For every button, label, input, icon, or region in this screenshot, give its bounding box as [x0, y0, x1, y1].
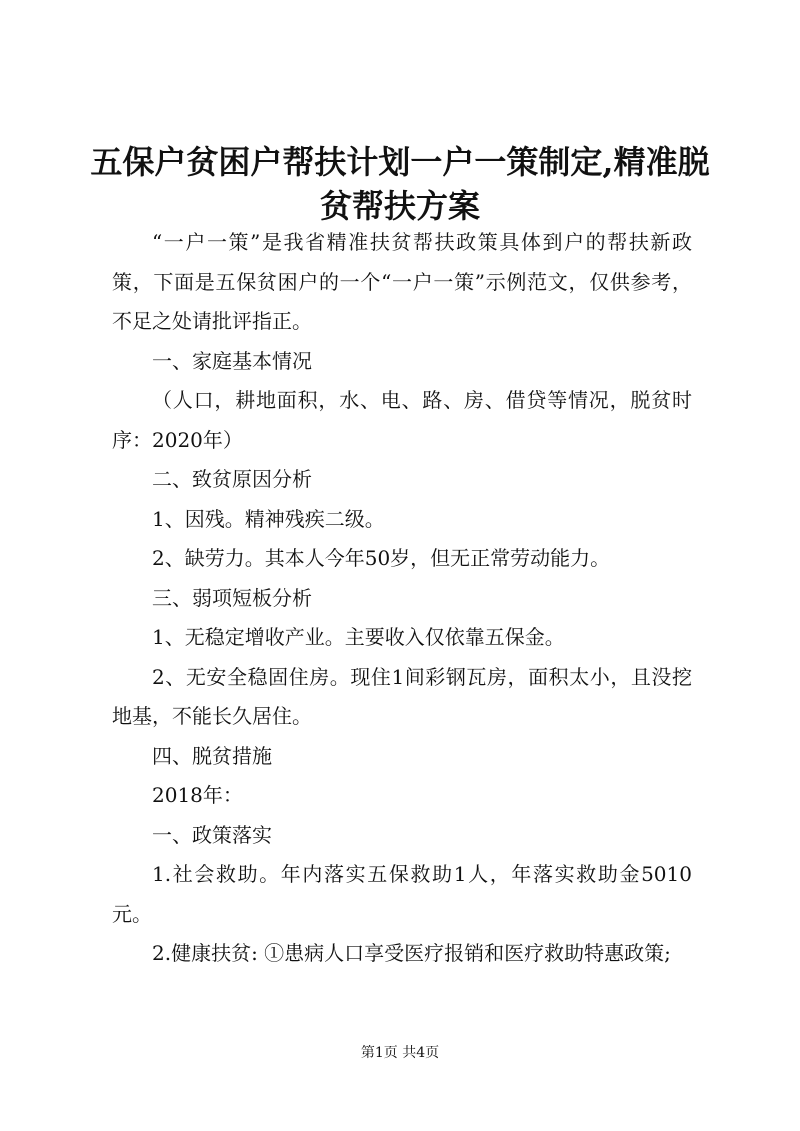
policy-item: 2.健康扶贫: ①患病人口享受医疗报销和医疗救助特惠政策;	[152, 941, 671, 965]
poverty-cause-item: 1、因残。精神残疾二级。	[152, 506, 385, 531]
weakness-item: 1、无稳定增收产业。主要收入仅依靠五保金。	[152, 625, 565, 649]
subsection-heading-policy: 一、政策落实	[152, 822, 272, 847]
section-heading-measures: 四、脱贫措施	[152, 743, 272, 768]
document-body	[112, 223, 692, 974]
section-heading-weaknesses: 三、弱项短板分析	[152, 585, 312, 610]
family-info-note: （人口，耕地面积，水、电、路、房、借贷等情况，脱贫时序：2020年）	[112, 388, 692, 452]
document-title: 五保户贫困户帮扶计划一户一策制定,精准脱贫帮扶方案	[90, 143, 710, 225]
section-heading-family-info: 一、家庭基本情况	[152, 348, 312, 373]
intro-paragraph: “一户一策”是我省精准扶贫帮扶政策具体到户的帮扶新政策，下面是五保贫困户的一个“一户一策”示例范文，仅供参考，不足之处请批评指正。	[112, 230, 692, 333]
poverty-cause-item: 2、缺劳力。其本人今年50岁，但无正常劳动能力。	[152, 546, 611, 570]
year-heading: 2018年：	[152, 783, 243, 807]
section-heading-poverty-causes: 二、致贫原因分析	[152, 467, 312, 491]
policy-item: 1.社会救助。年内落实五保救助1人，年落实救助金5010元。	[112, 862, 692, 926]
page-footer: 第1页 共4页	[360, 1045, 440, 1061]
weakness-item: 2、无安全稳固住房。现住1间彩钢瓦房，面积太小，且没挖地基，不能长久居住。	[112, 664, 692, 728]
